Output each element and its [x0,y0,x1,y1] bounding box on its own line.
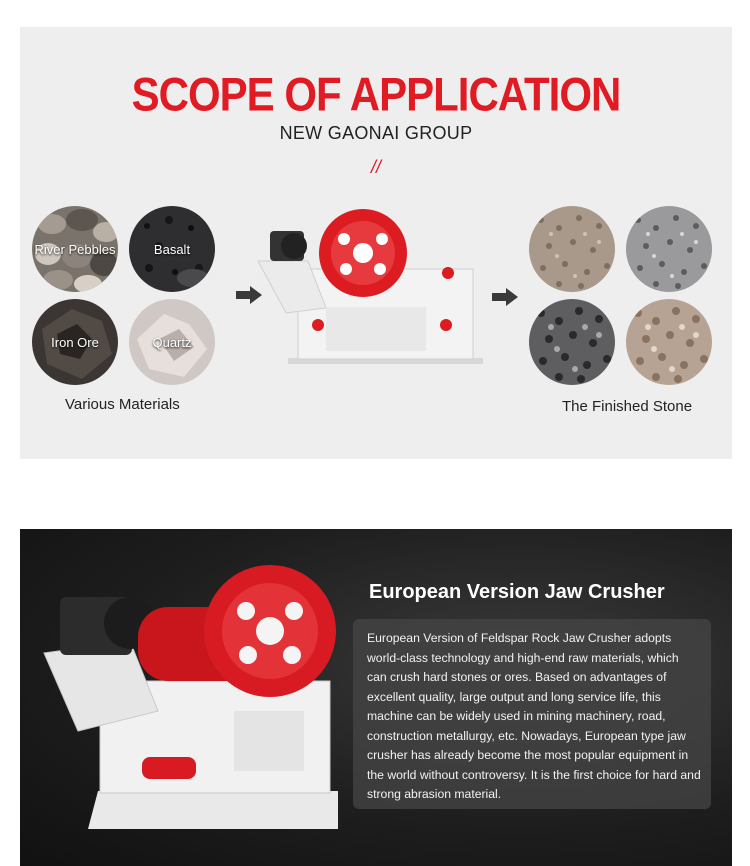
material-label: Quartz [152,334,192,350]
product-section [20,529,732,866]
material-basalt [129,206,215,292]
section-title: SCOPE OF APPLICATION [131,68,621,121]
jaw-crusher-image [256,203,484,365]
jaw-crusher-large-image [38,561,348,847]
material-label: Iron Ore [51,334,99,350]
finished-stone-1 [529,206,615,292]
description-box [353,619,711,809]
finished-stone-3 [529,299,615,385]
gravel-image [529,299,615,385]
material-label: Basalt [153,241,191,257]
finished-stone-4 [626,299,712,385]
arrow-right-icon [492,288,520,306]
material-river-pebbles [32,206,118,292]
gravel-image [626,206,712,292]
section-subtitle: NEW GAONAI GROUP [279,123,473,143]
product-description: European Version of Feldspar Rock Jaw Crusher adopts world-class technology and high-end raw materials, which can crush hard stones or ores. Based on advantages of excellent quality, large output and long service life, this machine can be widely used in mining machinery, road, construction metallurgy, etc. Nowadays, European type jaw crusher has already become the most popular equipment in the world without controversy. It is the first choice for hard and strong abrasion material. [367,631,701,801]
material-quartz [129,299,215,385]
decorative-slashes: // [370,157,381,177]
finished-stone-caption: The Finished Stone [562,398,693,415]
material-iron-ore [32,299,118,385]
product-title: European Version Jaw Crusher [369,581,665,603]
finished-stone-2 [626,206,712,292]
gravel-image [529,206,615,292]
materials-caption: Various Materials [65,396,180,413]
material-label: River Pebbles [34,241,116,257]
gravel-image [626,299,712,385]
scope-of-application-section [20,27,732,459]
